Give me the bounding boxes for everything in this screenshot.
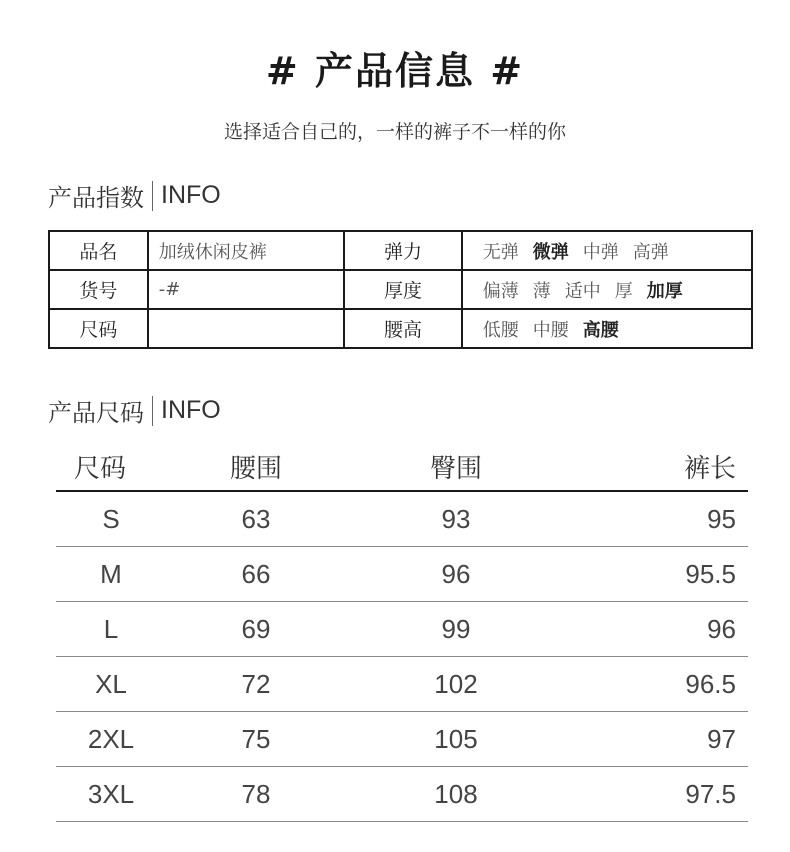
elastic-options	[462, 231, 752, 270]
cell-hip: 108	[434, 778, 478, 809]
cell-size: 3XL	[87, 778, 135, 809]
cell-size: S	[102, 503, 120, 534]
section-header-index	[48, 178, 221, 213]
divider	[152, 396, 153, 426]
section-title-cn: 产品尺码	[48, 399, 144, 427]
page-title: # 产品信息 #	[265, 49, 525, 93]
cell-waist: 63	[241, 503, 271, 534]
table-row	[49, 309, 752, 348]
name-label: 品名	[49, 231, 148, 270]
thickness-option: 适中	[564, 280, 601, 302]
cell-length: 96	[707, 613, 736, 644]
table-row	[56, 602, 748, 657]
page-subtitle: 选择适合自己的，一样的裤子不一样的你	[223, 121, 566, 143]
thickness-options	[462, 270, 752, 309]
header-hip: 臀围	[429, 453, 482, 484]
section-title-en: INFO	[161, 396, 221, 424]
cell-length: 97	[707, 723, 736, 754]
table-row	[56, 547, 748, 602]
waist-option: 低腰	[482, 319, 519, 341]
size-table-header	[56, 442, 748, 492]
elastic-option-selected: 微弹	[532, 241, 569, 263]
size-value	[148, 309, 344, 348]
cell-length: 95.5	[685, 558, 736, 589]
elastic-option: 高弹	[632, 241, 669, 263]
cell-size: M	[100, 558, 122, 589]
product-info-table	[48, 230, 753, 349]
cell-waist: 69	[241, 613, 271, 644]
elastic-label: 弹力	[344, 231, 462, 270]
table-row	[56, 492, 748, 547]
thickness-label: 厚度	[344, 270, 462, 309]
section-title-en: INFO	[161, 181, 221, 209]
cell-size: XL	[95, 668, 127, 699]
cell-size: 2XL	[87, 723, 135, 754]
elastic-option: 中弹	[582, 241, 619, 263]
sku-value: -#	[148, 270, 344, 309]
table-row	[49, 270, 752, 309]
waist-options	[462, 309, 752, 348]
sku-label: 货号	[49, 270, 148, 309]
section-title-cn: 产品指数	[48, 184, 144, 212]
table-row	[56, 657, 748, 712]
waist-option-selected: 高腰	[582, 319, 619, 341]
thickness-option: 薄	[532, 280, 551, 302]
table-row	[49, 231, 752, 270]
section-header-size	[48, 393, 221, 428]
thickness-option: 厚	[614, 280, 633, 302]
header-size: 尺码	[74, 453, 127, 484]
thickness-option-selected: 加厚	[646, 280, 683, 302]
name-value: 加绒休闲皮裤	[148, 231, 344, 270]
cell-hip: 105	[434, 723, 478, 754]
elastic-option: 无弹	[482, 241, 519, 263]
header-waist: 腰围	[229, 453, 282, 484]
cell-hip: 96	[441, 558, 471, 589]
cell-waist: 72	[241, 668, 271, 699]
cell-hip: 102	[434, 668, 478, 699]
cell-hip: 99	[441, 613, 471, 644]
cell-length: 95	[707, 503, 736, 534]
cell-size: L	[103, 613, 119, 644]
divider	[152, 181, 153, 211]
header-length: 裤长	[683, 453, 736, 484]
size-label: 尺码	[49, 309, 148, 348]
size-table	[56, 442, 748, 822]
waist-option: 中腰	[532, 319, 569, 341]
table-row	[56, 712, 748, 767]
cell-waist: 75	[241, 723, 271, 754]
cell-length: 96.5	[685, 668, 736, 699]
waist-label: 腰高	[344, 309, 462, 348]
cell-hip: 93	[441, 503, 471, 534]
cell-waist: 66	[241, 558, 271, 589]
thickness-option: 偏薄	[482, 280, 519, 302]
cell-waist: 78	[241, 778, 271, 809]
table-row	[56, 767, 748, 822]
cell-length: 97.5	[685, 778, 736, 809]
